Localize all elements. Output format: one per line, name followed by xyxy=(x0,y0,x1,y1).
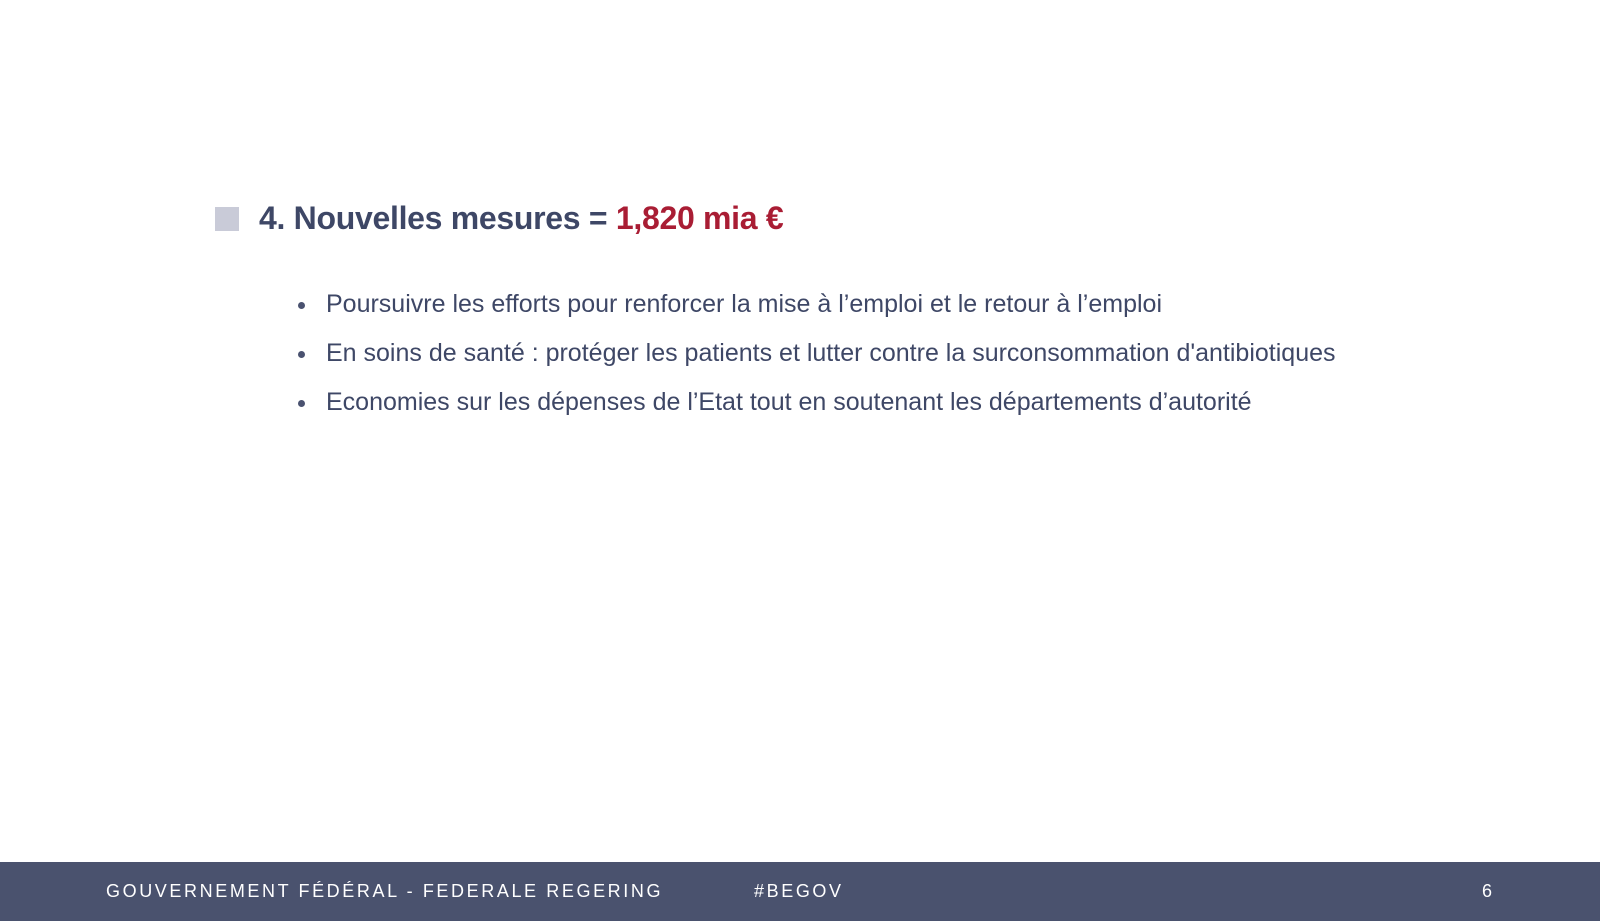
list-item-text: Poursuivre les efforts pour renforcer la mise à l’emploi et le retour à l’emploi xyxy=(326,290,1163,318)
footer-organization: GOUVERNEMENT FÉDÉRAL - FEDERALE REGERING xyxy=(106,881,664,901)
list-item-text: Economies sur les dépenses de l’Etat tout en soutenant les départements d’autorité xyxy=(326,388,1252,416)
section-heading xyxy=(259,200,783,237)
heading-prefix: 4. Nouvelles mesures = xyxy=(259,200,616,236)
bullet-dot-icon xyxy=(298,351,305,358)
bullet-list xyxy=(296,288,1376,435)
square-bullet-icon xyxy=(215,207,239,231)
footer-hashtag: #BEGOV xyxy=(754,881,844,901)
bullet-dot-icon xyxy=(298,400,305,407)
list-item xyxy=(296,288,1376,320)
list-item xyxy=(296,386,1376,418)
page-number: 6 xyxy=(1482,881,1493,901)
section-heading-row xyxy=(215,200,783,237)
bullet-dot-icon xyxy=(298,302,305,309)
list-item xyxy=(296,337,1376,369)
footer-bar xyxy=(0,862,1600,921)
list-item-text: En soins de santé : protéger les patients et lutter contre la surconsommation d'antibiotiques xyxy=(326,339,1336,367)
heading-amount: 1,820 mia € xyxy=(615,200,784,236)
